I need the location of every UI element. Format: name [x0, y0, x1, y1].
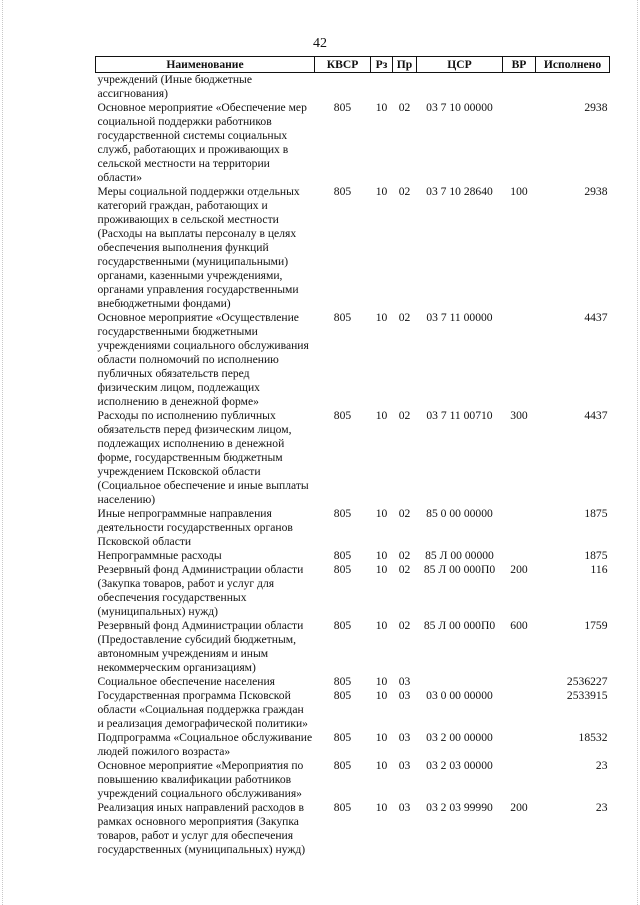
row-vr	[503, 689, 536, 731]
row-amount: 2938	[584, 185, 608, 198]
row-amount: 1875	[584, 549, 608, 562]
row-kvsr: 805	[333, 689, 352, 702]
table-row	[96, 73, 610, 102]
row-vr: 300	[510, 409, 528, 422]
table-row	[96, 507, 610, 549]
table-row	[96, 185, 610, 311]
row-vr: 200	[510, 563, 528, 576]
row-rz: 10	[375, 507, 388, 520]
row-kvsr: 805	[333, 731, 352, 744]
row-name: Резервный фонд Администрации области (Закупка товаров, работ и услуг для обеспечения государственных (муниципальных) нужд)	[97, 563, 304, 618]
row-name: Реализация иных направлений расходов в рамках основного мероприятия (Закупка товаров, работ и услуг для обеспечения государственных (муниципальных) нужд)	[97, 801, 306, 856]
row-rz: 10	[375, 101, 388, 114]
row-kvsr: 805	[333, 409, 352, 422]
row-name: Основное мероприятие «Мероприятия по повышению квалификации работников учреждений социального обслуживания»	[97, 759, 304, 800]
row-kvsr	[315, 73, 371, 102]
row-amount: 1759	[584, 619, 608, 632]
table-row	[96, 619, 610, 675]
row-pr: 03	[398, 731, 411, 744]
column-header-rz: Рз	[371, 57, 393, 73]
page-edge-right	[636, 0, 638, 905]
row-pr: 03	[398, 675, 411, 688]
budget-table	[95, 56, 610, 857]
row-amount: 1875	[584, 507, 608, 520]
row-vr	[503, 101, 536, 185]
row-csr: 03 7 11 00710	[426, 409, 493, 422]
row-name: Непрограммные расходы	[97, 549, 222, 562]
column-header-csr: ЦСР	[417, 57, 503, 73]
column-header-vr: ВР	[503, 57, 536, 73]
column-header-kvsr: КВСР	[315, 57, 371, 73]
row-vr	[503, 73, 536, 102]
row-amount	[536, 73, 610, 102]
row-csr: 85 Л 00 00000	[425, 549, 494, 562]
row-pr: 02	[398, 185, 411, 198]
row-csr: 03 2 03 00000	[426, 759, 493, 772]
row-csr: 03 2 03 99990	[426, 801, 493, 814]
row-amount: 2533915	[566, 689, 608, 702]
row-rz: 10	[375, 675, 388, 688]
row-rz: 10	[375, 689, 388, 702]
row-kvsr: 805	[333, 563, 352, 576]
row-csr	[417, 73, 503, 102]
row-csr: 03 7 10 00000	[426, 101, 493, 114]
row-name: Меры социальной поддержки отдельных категорий граждан, работающих и проживающих в сельской местности (Расходы на выплаты персоналу в целях обеспечения выполнения функций государственными (муниципальными) органами, казенными учреждениями, органами управления государственными внебюджетными фондами)	[97, 185, 300, 310]
row-pr: 02	[398, 507, 411, 520]
row-amount: 2938	[584, 101, 608, 114]
row-vr: 600	[510, 619, 528, 632]
row-pr: 02	[398, 409, 411, 422]
row-kvsr: 805	[333, 549, 352, 562]
row-amount: 23	[595, 759, 608, 772]
row-pr: 03	[398, 689, 411, 702]
row-csr: 03 0 00 00000	[426, 689, 493, 702]
row-pr: 03	[398, 759, 411, 772]
row-csr: 85 0 00 00000	[426, 507, 493, 520]
row-rz: 10	[375, 801, 388, 814]
table-row	[96, 759, 610, 801]
row-rz: 10	[375, 731, 388, 744]
row-rz: 10	[375, 563, 388, 576]
row-amount: 18532	[578, 731, 608, 744]
row-kvsr: 805	[333, 759, 352, 772]
row-vr: 100	[510, 185, 528, 198]
row-vr	[503, 731, 536, 759]
row-name: учреждений (Иные бюджетные ассигнования)	[97, 73, 252, 100]
row-amount: 116	[590, 563, 608, 576]
column-header-name: Наименование	[96, 57, 315, 73]
row-pr: 03	[398, 801, 411, 814]
row-vr	[503, 549, 536, 563]
row-amount: 4437	[584, 409, 608, 422]
table-row	[96, 563, 610, 619]
row-rz: 10	[375, 619, 388, 632]
row-csr	[417, 675, 503, 689]
row-kvsr: 805	[333, 101, 352, 114]
row-rz: 10	[375, 185, 388, 198]
row-vr	[503, 759, 536, 801]
row-pr: 02	[398, 563, 411, 576]
row-name: Резервный фонд Администрации области (Предоставление субсидий бюджетным, автономным учреждениям и иным некоммерческим организациям)	[97, 619, 304, 674]
row-pr	[393, 73, 417, 102]
row-name: Основное мероприятие «Обеспечение мер социальной поддержки работников государственной системы социальных служб, работающих и проживающих в сельской местности на территории области»	[97, 101, 307, 184]
row-pr: 02	[398, 101, 411, 114]
row-amount: 2536227	[566, 675, 608, 688]
row-vr	[503, 507, 536, 549]
row-name: Иные непрограммные направления деятельности государственных органов Псковской области	[97, 507, 293, 548]
table-row	[96, 311, 610, 409]
row-kvsr: 805	[333, 619, 352, 632]
row-rz: 10	[375, 549, 388, 562]
row-csr: 85 Л 00 000П0	[423, 619, 496, 632]
row-kvsr: 805	[333, 311, 352, 324]
row-kvsr: 805	[333, 185, 352, 198]
page-edge-left	[2, 0, 4, 905]
row-pr: 02	[398, 619, 411, 632]
row-name: Подпрограмма «Социальное обслуживание людей пожилого возраста»	[97, 731, 313, 758]
table-row	[96, 409, 610, 507]
table-row	[96, 689, 610, 731]
row-csr: 03 2 00 00000	[426, 731, 493, 744]
row-vr: 200	[510, 801, 528, 814]
row-rz: 10	[375, 311, 388, 324]
row-kvsr: 805	[333, 507, 352, 520]
row-name: Социальное обеспечение населения	[97, 675, 276, 688]
table-row	[96, 549, 610, 563]
row-vr	[503, 675, 536, 689]
page-number: 42	[313, 36, 327, 51]
row-name: Основное мероприятие «Осуществление государственными бюджетными учреждениями социального обслуживания области полномочий по исполнению публичных обязательств перед физическим лицом, подлежащих исполнению в денежной форме»	[97, 311, 309, 408]
row-kvsr: 805	[333, 801, 352, 814]
row-amount: 23	[595, 801, 608, 814]
row-amount: 4437	[584, 311, 608, 324]
row-csr: 03 7 10 28640	[426, 185, 493, 198]
table-row	[96, 675, 610, 689]
row-name: Государственная программа Псковской области «Социальная поддержка граждан и реализация демографической политики»	[97, 689, 308, 730]
column-header-pr: Пр	[393, 57, 417, 73]
row-rz: 10	[375, 409, 388, 422]
table-row	[96, 801, 610, 857]
table-row	[96, 731, 610, 759]
table-row	[96, 101, 610, 185]
row-name: Расходы по исполнению публичных обязательств перед физическим лицом, подлежащих исполнению в денежной форме, государственным бюджетным учреждением Псковской области (Социальное обеспечение и иные выплаты населению)	[97, 409, 309, 506]
row-pr: 02	[398, 311, 411, 324]
row-rz: 10	[375, 759, 388, 772]
row-rz	[371, 73, 393, 102]
column-header-amount: Исполнено	[536, 57, 610, 73]
row-csr: 03 7 11 00000	[426, 311, 493, 324]
table-header-row	[96, 57, 610, 73]
row-vr	[503, 311, 536, 409]
row-csr: 85 Л 00 000П0	[423, 563, 496, 576]
row-kvsr: 805	[333, 675, 352, 688]
row-pr: 02	[398, 549, 411, 562]
